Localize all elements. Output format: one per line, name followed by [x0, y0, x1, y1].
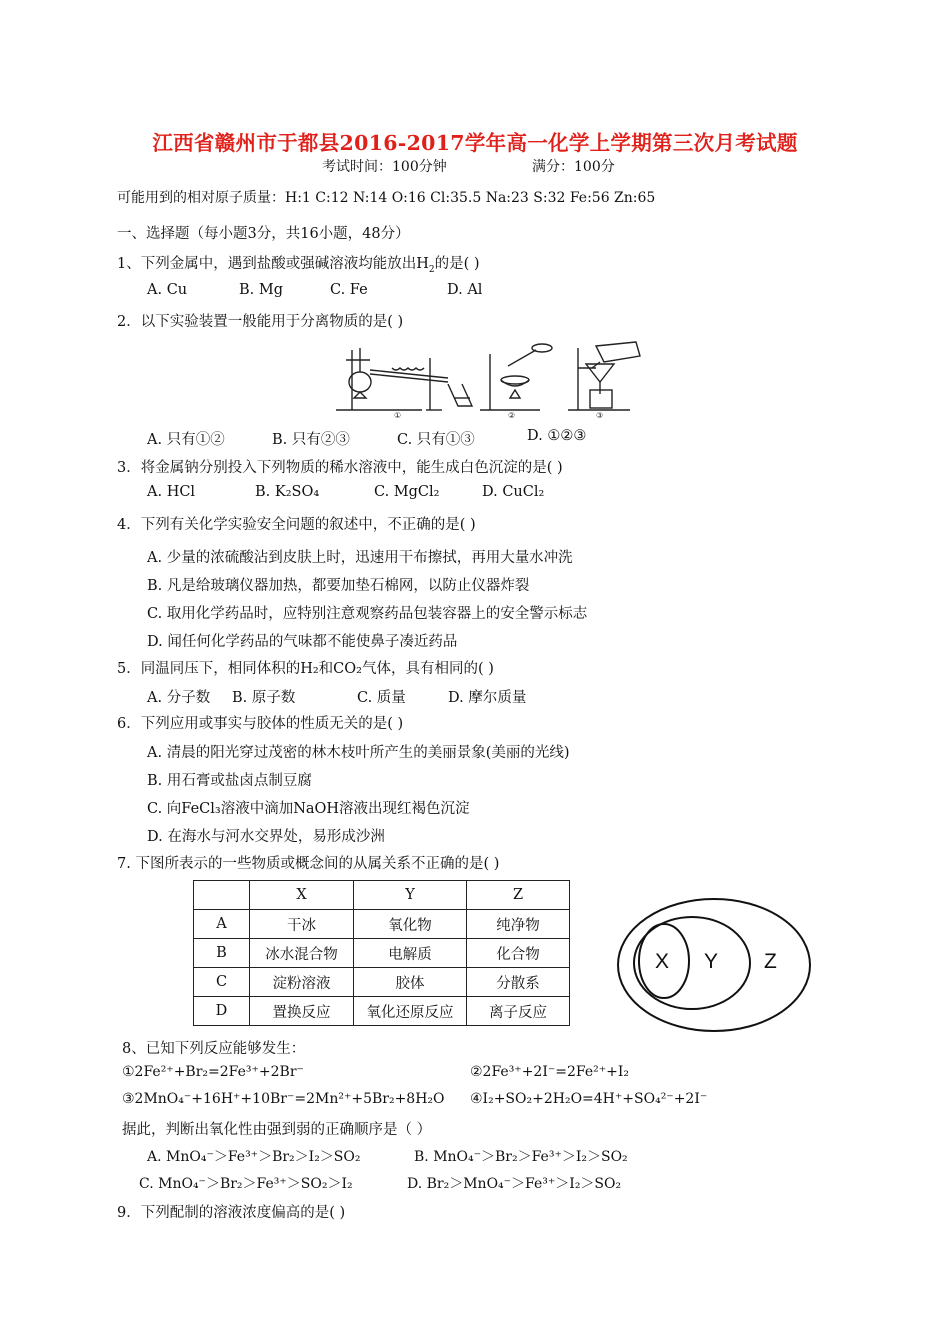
question-5-option-d: D. 摩尔质量 — [448, 690, 527, 706]
table-cell: 冰水混合物 — [250, 939, 354, 968]
venn-label-x: X — [655, 950, 670, 973]
apparatus-label-1: ① — [394, 411, 402, 420]
question-6-option-d: D. 在海水与河水交界处，易形成沙洲 — [147, 829, 385, 845]
exam-time: 考试时间：100分钟 — [322, 159, 447, 175]
question-4-option-c: C. 取用化学药品时，应特别注意观察药品包装容器上的安全警示标志 — [147, 606, 588, 622]
question-6-stem: 6．下列应用或事实与胶体的性质无关的是( ) — [117, 716, 404, 732]
table-cell: 化合物 — [467, 939, 570, 968]
question-4-option-a: A. 少量的浓硫酸沾到皮肤上时，迅速用干布擦拭，再用大量水冲洗 — [147, 550, 573, 566]
question-5-stem: 5．同温同压下，相同体积的H₂和CO₂气体，具有相同的( ) — [117, 661, 494, 677]
apparatus-label-3: ③ — [596, 411, 604, 420]
question-7-stem: 7. 下图所表示的一些物质或概念间的从属关系不正确的是( ) — [117, 856, 500, 872]
question-2-option-c: C. 只有①③ — [397, 432, 475, 448]
table-cell: 纯净物 — [467, 910, 570, 939]
section-heading: 一、选择题（每小题3分，共16小题，48分） — [117, 226, 410, 242]
question-8-option-c: C. MnO₄⁻＞Br₂＞Fe³⁺＞SO₂＞I₂ — [139, 1176, 353, 1192]
table-cell: 氧化物 — [354, 910, 467, 939]
table-row — [194, 939, 570, 968]
table-header-cell: Z — [467, 881, 570, 910]
question-1-option-a: A. Cu — [147, 282, 188, 298]
question-5-option-c: C. 质量 — [357, 690, 406, 706]
atomic-masses: 可能用到的相对原子质量：H:1 C:12 N:14 O:16 Cl:35.5 Na:23 S:32 Fe:56 Zn:65 — [117, 190, 656, 206]
table-cell: 电解质 — [354, 939, 467, 968]
question-2-stem: 2．以下实验装置一般能用于分离物质的是( ) — [117, 314, 404, 330]
question-8-option-b: B. MnO₄⁻＞Br₂＞Fe³⁺＞I₂＞SO₂ — [414, 1149, 628, 1165]
question-3-option-b: B. K₂SO₄ — [255, 484, 320, 500]
question-8-ask: 据此，判断出氧化性由强到弱的正确顺序是（ ） — [122, 1122, 432, 1138]
question-2-option-a: A. 只有①② — [147, 432, 225, 448]
reaction-3: ③2MnO₄⁻+16H⁺+10Br⁻=2Mn²⁺+5Br₂+8H₂O — [122, 1091, 445, 1107]
question-3-option-a: A. HCl — [147, 484, 196, 500]
table-row — [194, 910, 570, 939]
question-7-table — [193, 880, 570, 1026]
question-9-stem: 9．下列配制的溶液浓度偏高的是( ) — [117, 1205, 346, 1221]
table-cell: 氧化还原反应 — [354, 997, 467, 1026]
table-cell: A — [194, 910, 250, 939]
question-3-stem: 3．将金属钠分别投入下列物质的稀水溶液中，能生成白色沉淀的是( ) — [117, 460, 563, 476]
reaction-1: ①2Fe²⁺+Br₂=2Fe³⁺+2Br⁻ — [122, 1064, 304, 1080]
question-3-option-c: C. MgCl₂ — [374, 484, 440, 500]
question-1-option-c: C. Fe — [330, 282, 368, 298]
table-cell: 淀粉溶液 — [250, 968, 354, 997]
question-4-stem: 4．下列有关化学实验安全问题的叙述中，不正确的是( ) — [117, 517, 476, 533]
question-4-option-b: B. 凡是给玻璃仪器加热，都要加垫石棉网，以防止仪器炸裂 — [147, 578, 530, 594]
table-row — [194, 997, 570, 1026]
question-5-option-b: B. 原子数 — [232, 690, 296, 706]
reaction-4: ④I₂+SO₂+2H₂O=4H⁺+SO₄²⁻+2I⁻ — [470, 1091, 708, 1107]
question-3-option-d: D. CuCl₂ — [482, 484, 545, 500]
venn-label-y: Y — [704, 950, 719, 973]
table-cell: C — [194, 968, 250, 997]
venn-label-z: Z — [764, 950, 777, 973]
table-cell: 分散系 — [467, 968, 570, 997]
question-1-option-b: B. Mg — [239, 282, 284, 298]
table-cell: 离子反应 — [467, 997, 570, 1026]
question-8-option-d: D. Br₂＞MnO₄⁻＞Fe³⁺＞I₂＞SO₂ — [407, 1176, 622, 1192]
reaction-2: ②2Fe³⁺+2I⁻=2Fe²⁺+I₂ — [470, 1064, 629, 1080]
question-6-option-c: C. 向FeCl₃溶液中滴加NaOH溶液出现红褐色沉淀 — [147, 801, 470, 817]
full-score: 满分：100分 — [532, 159, 615, 175]
table-cell: 胶体 — [354, 968, 467, 997]
table-cell: B — [194, 939, 250, 968]
apparatus-label-2: ② — [508, 411, 516, 420]
table-header-cell — [194, 881, 250, 910]
question-8-stem: 8、已知下列反应能够发生： — [122, 1041, 306, 1057]
question-6-option-b: B. 用石膏或盐卤点制豆腐 — [147, 773, 312, 789]
venn-diagram — [612, 895, 812, 1035]
question-8-option-a: A. MnO₄⁻＞Fe³⁺＞Br₂＞I₂＞SO₂ — [147, 1149, 361, 1165]
question-4-option-d: D. 闻任何化学药品的气味都不能使鼻子凑近药品 — [147, 634, 458, 650]
table-header-row — [194, 881, 570, 910]
table-cell: 干冰 — [250, 910, 354, 939]
question-2-option-d: D. ①②③ — [527, 428, 587, 444]
table-cell: 置换反应 — [250, 997, 354, 1026]
question-1-stem: 1、下列金属中，遇到盐酸或强碱溶液均能放出$H_2$的是( ) — [117, 256, 480, 275]
table-header-cell: X — [250, 881, 354, 910]
question-1-option-d: D. Al — [447, 282, 483, 298]
question-5-option-a: A. 分子数 — [147, 690, 211, 706]
page-title: 江西省赣州市于都县2016-2017学年高一化学上学期第三次月考试题 — [152, 131, 798, 155]
question-6-option-a: A. 清晨的阳光穿过茂密的林木枝叶所产生的美丽景象(美丽的光线) — [147, 745, 570, 761]
table-cell: D — [194, 997, 250, 1026]
table-header-cell: Y — [354, 881, 467, 910]
table-row — [194, 968, 570, 997]
question-2-option-b: B. 只有②③ — [272, 432, 350, 448]
lab-apparatus-figure — [330, 340, 650, 420]
